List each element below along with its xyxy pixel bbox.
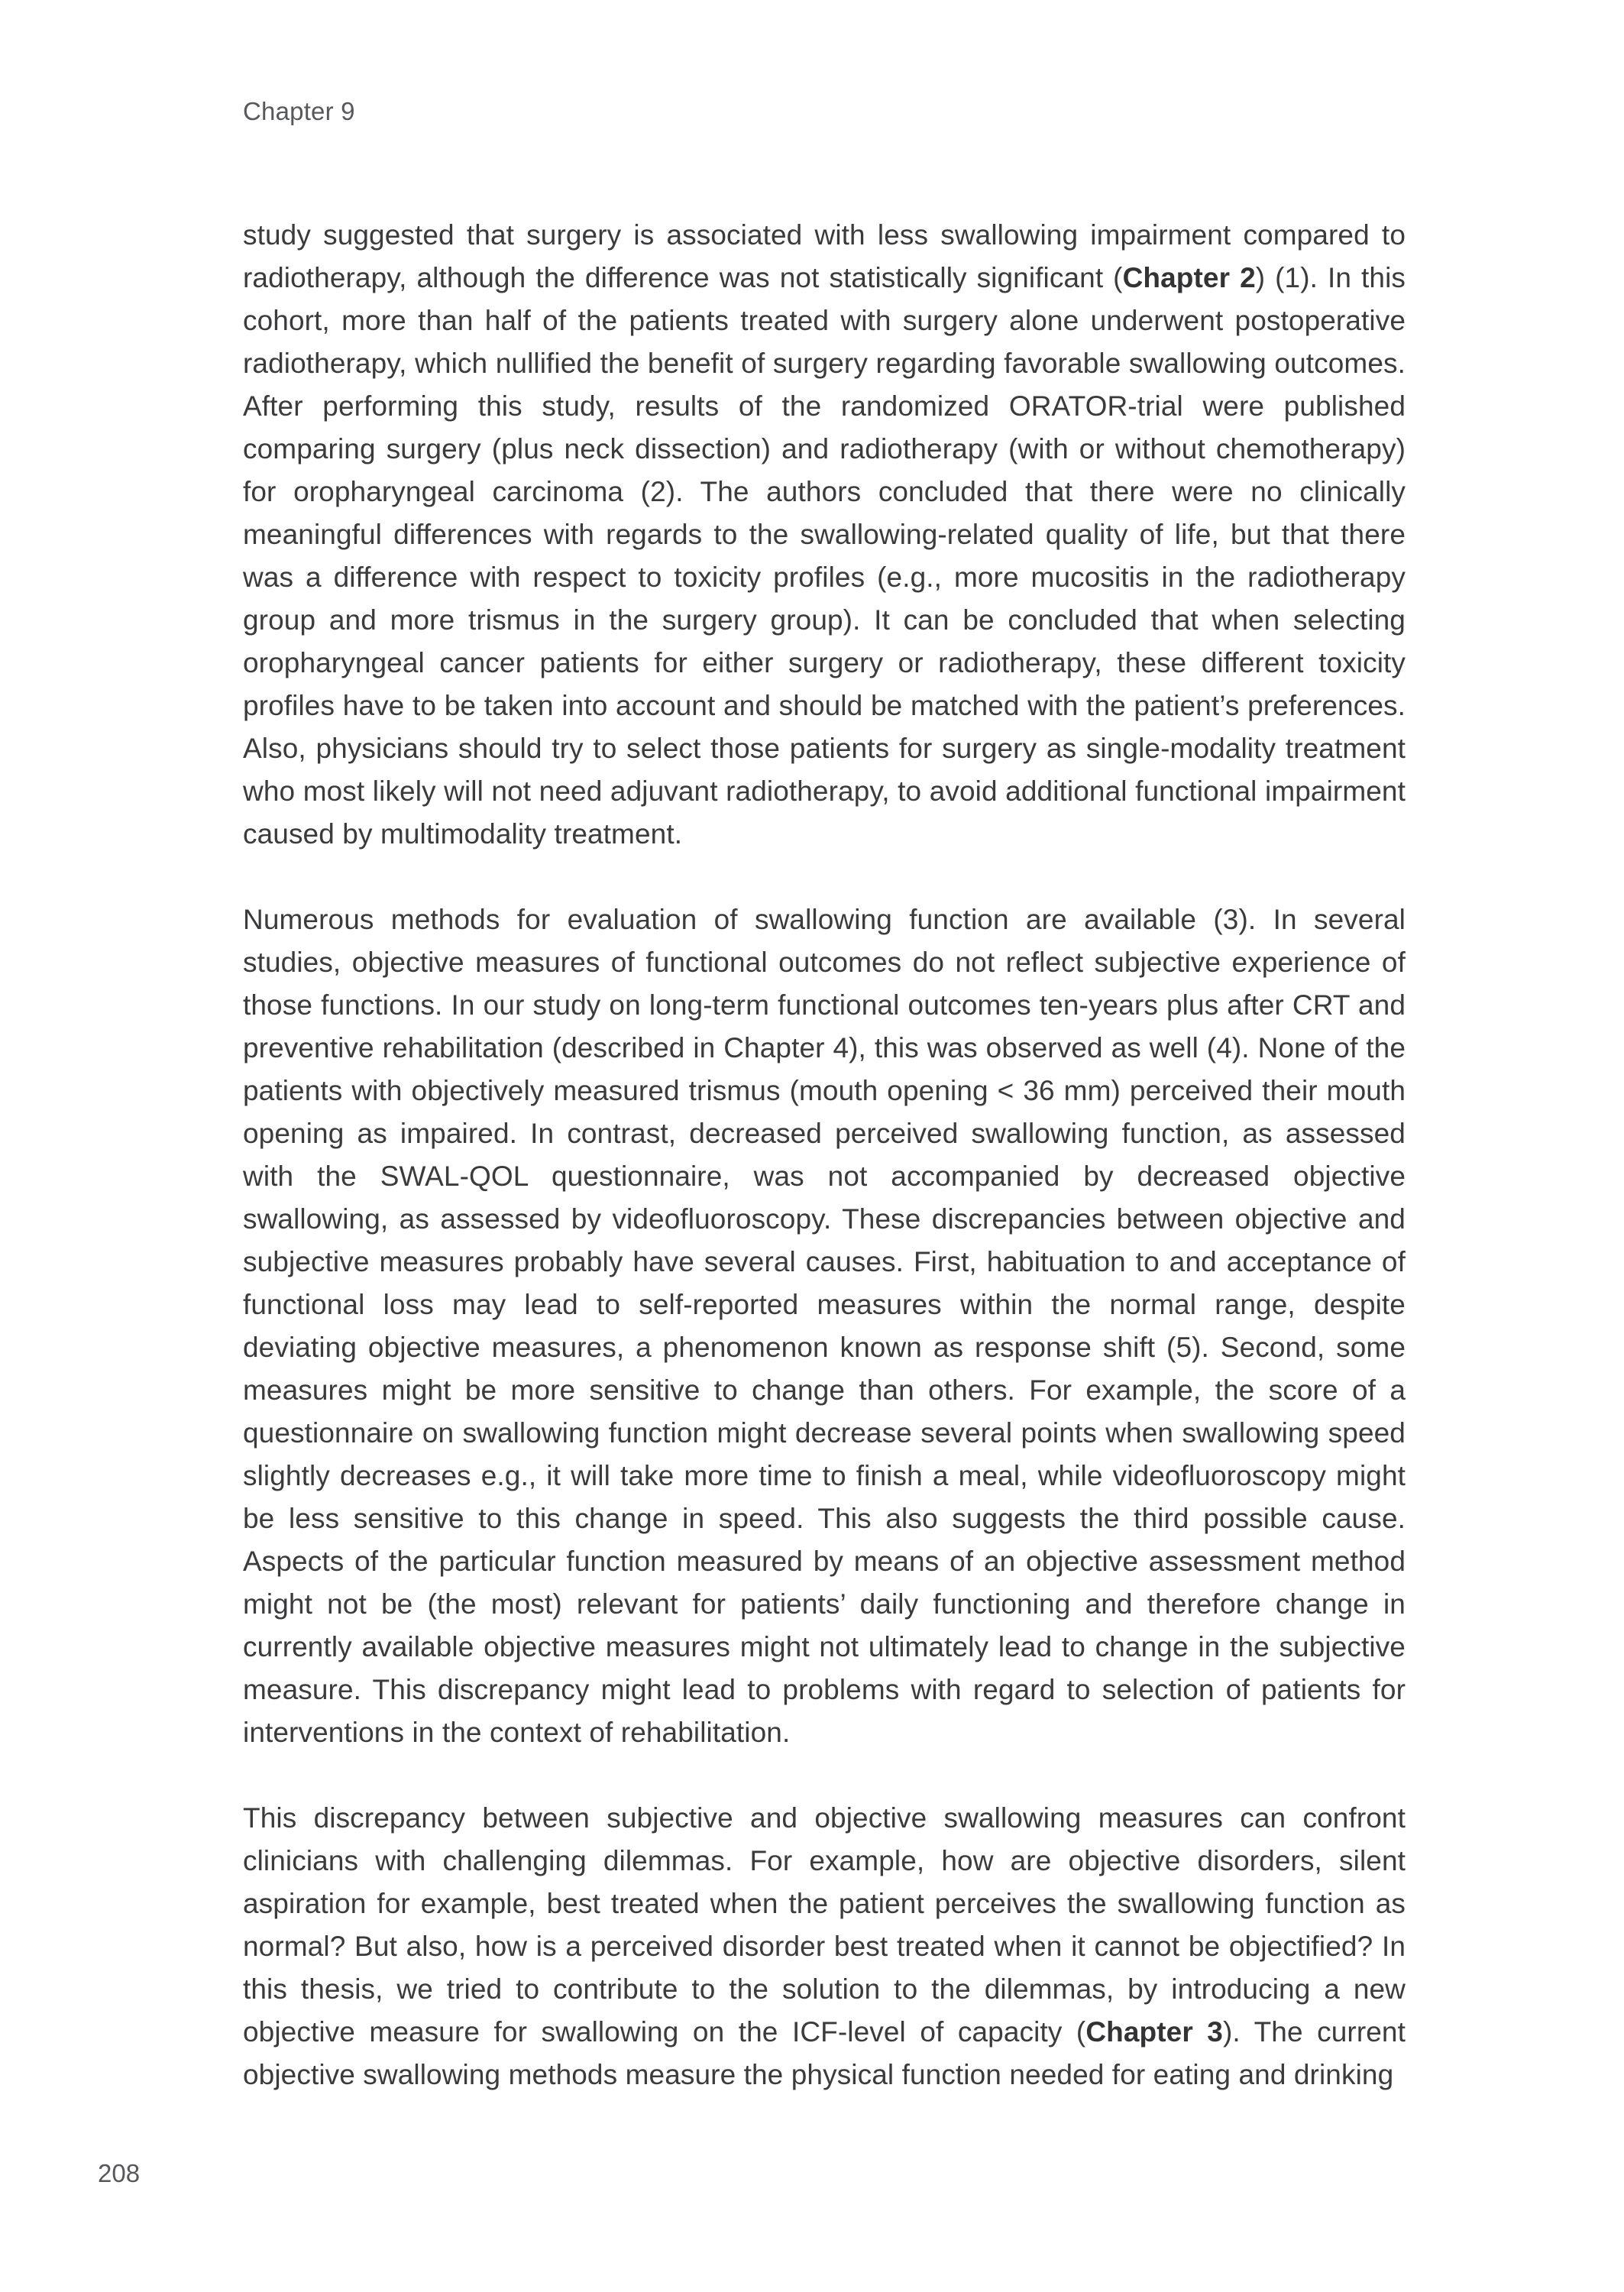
bold-text-run: Chapter 3 <box>1085 2016 1223 2048</box>
page-number: 208 <box>98 2159 141 2187</box>
running-header: Chapter 9 <box>243 97 355 125</box>
body-text <box>243 214 1406 2096</box>
text-run: ) (1). In this cohort, more than half of the patients treated with surgery alone underwent postoperative radiotherapy, which nullified the benefit of surgery regarding favorable swallowing outcomes. After performing this study, results of the randomized ORATOR-trial were published comparing surgery (plus neck dissection) and radiotherapy (with or without chemotherapy) for oropharyngeal carcinoma (2). The authors concluded that there were no clinically meaningful differences with regards to the swallowing-related quality of life, but that there was a difference with respect to toxicity profiles (e.g., more mucositis in the radiotherapy group and more trismus in the surgery group). It can be concluded that when selecting oropharyngeal cancer patients for either surgery or radiotherapy, these different toxicity profiles have to be taken into account and should be matched with the patient’s preferences. Also, physicians should try to select those patients for surgery as single-modality treatment who most likely will not need adjuvant radiotherapy, to avoid additional functional impairment caused by multimodality treatment. <box>243 262 1406 850</box>
text-run: Numerous methods for evaluation of swallowing function are available (3). In several studies, objective measures of functional outcomes do not reflect subjective experience of those functions. In our study on long-term functional outcomes ten-years plus after CRT and preventive rehabilitation (described in Chapter 4), this was observed as well (4). None of the patients with objectively measured trismus (mouth opening < 36 mm) perceived their mouth opening as impaired. In contrast, decreased perceived swallowing function, as assessed with the SWAL-QOL questionnaire, was not accompanied by decreased objective swallowing, as assessed by videofluoroscopy. These discrepancies between objective and subjective measures probably have several causes. First, habituation to and acceptance of functional loss may lead to self-reported measures within the normal range, despite deviating objective measures, a phenomenon known as response shift (5). Second, some measures might be more sensitive to change than others. For example, the score of a questionnaire on swallowing function might decrease several points when swallowing speed slightly decreases e.g., it will take more time to finish a meal, while videofluoroscopy might be less sensitive to this change in speed. This also suggests the third possible cause. Aspects of the particular function measured by means of an objective assessment method might not be (the most) relevant for patients’ daily functioning and therefore change in currently available objective measures might not ultimately lead to change in the subjective measure. This discrepancy might lead to problems with regard to selection of patients for interventions in the context of rehabilitation. <box>243 904 1406 1748</box>
text-run: study suggested that surgery is associated with less swallowing impairment compared to radiotherapy, although the difference was not statistically significant ( <box>243 219 1406 293</box>
bold-text-run: Chapter 2 <box>1122 262 1256 293</box>
text-run: ). The current objective swallowing methods measure the physical function needed for eating and drinking <box>243 2016 1406 2090</box>
paragraph <box>243 898 1406 1754</box>
paragraph <box>243 1797 1406 2096</box>
text-run: This discrepancy between subjective and objective swallowing measures can confront clinicians with challenging dilemmas. For example, how are objective disorders, silent aspiration for example, best treated when the patient perceives the swallowing function as normal? But also, how is a perceived disorder best treated when it cannot be objectified? In this thesis, we tried to contribute to the solution to the dilemmas, by introducing a new objective measure for swallowing on the ICF-level of capacity ( <box>243 1802 1406 2048</box>
paragraph <box>243 214 1406 856</box>
